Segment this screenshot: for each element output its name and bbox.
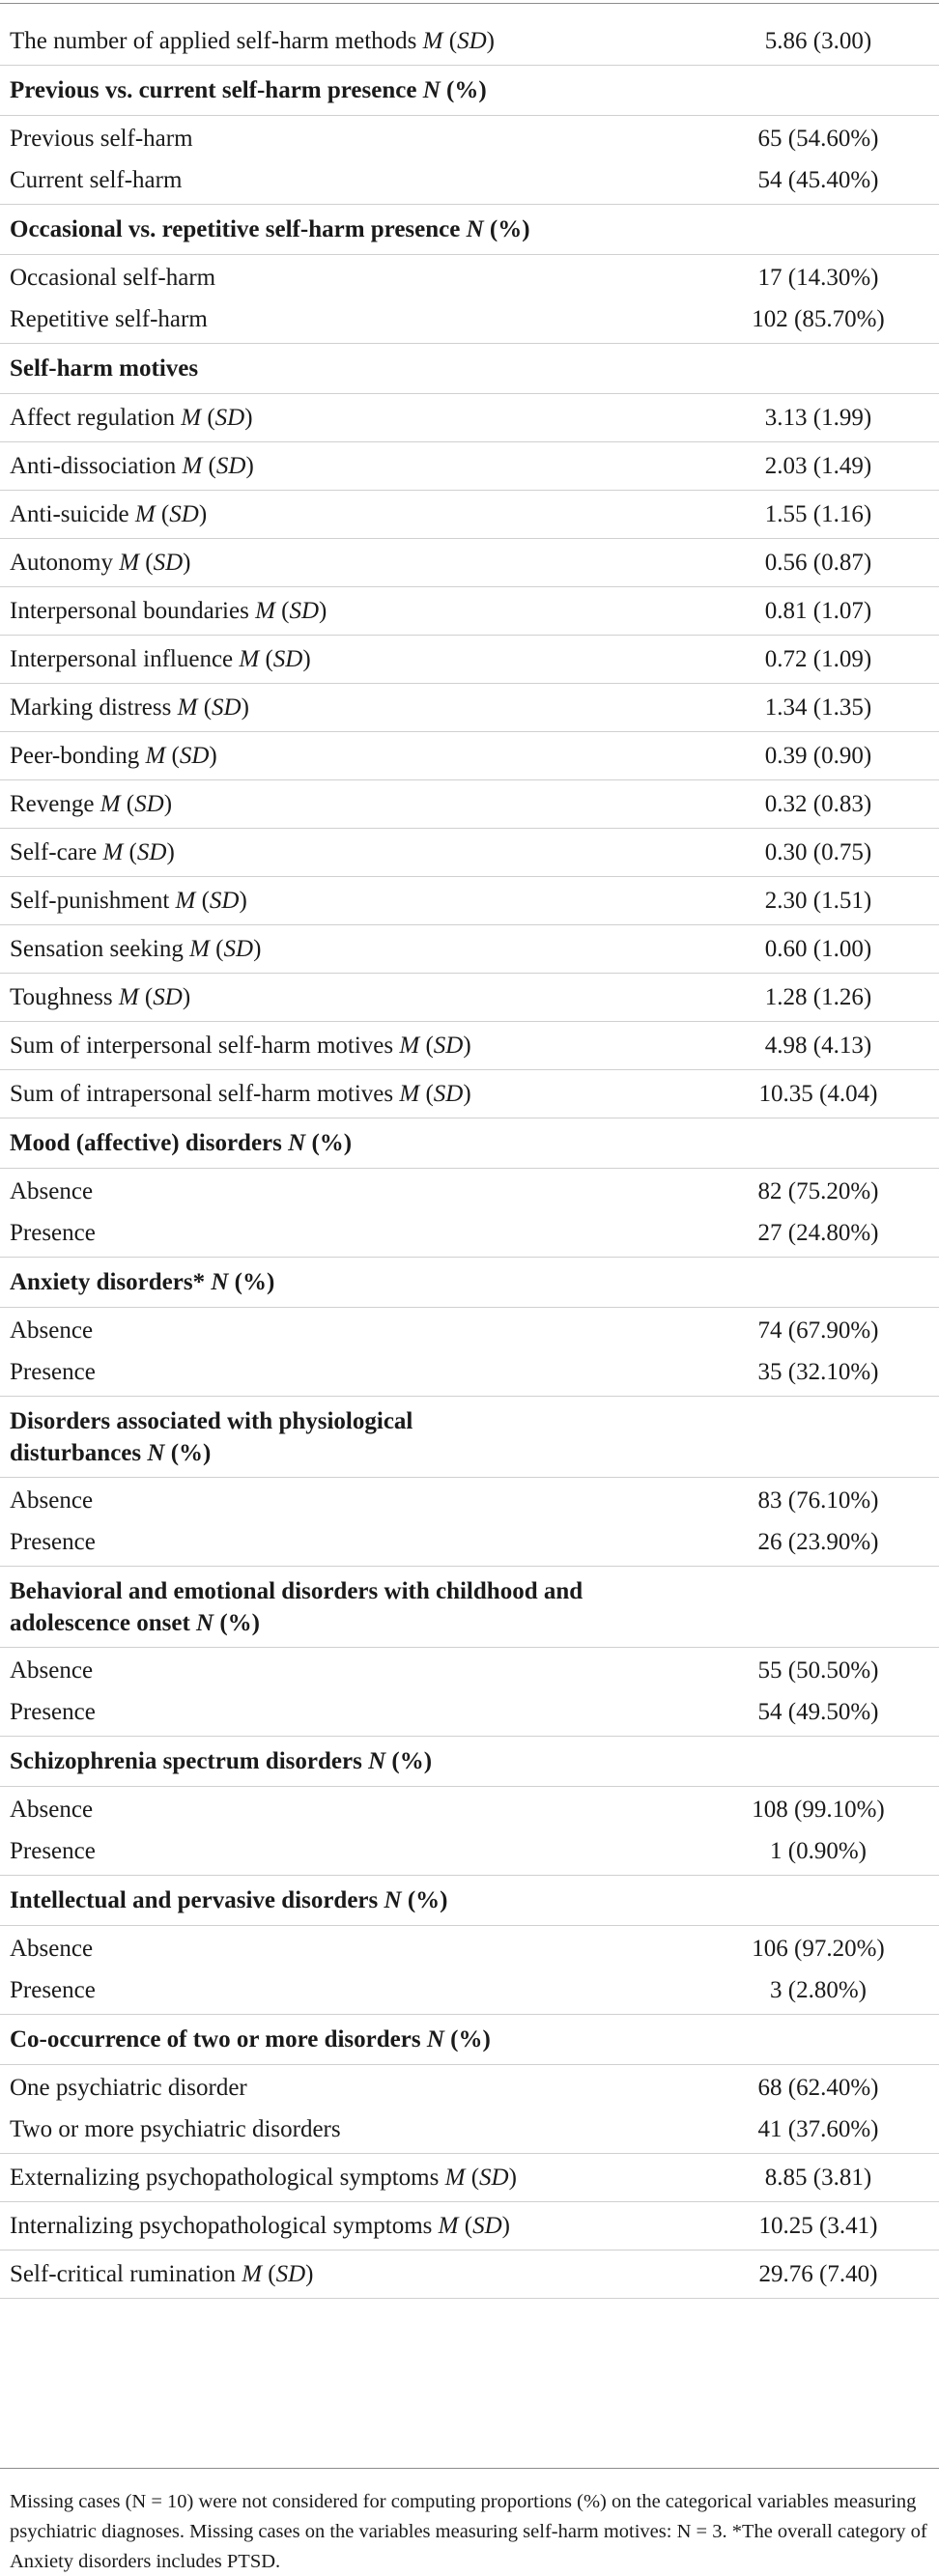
row-label-text: Externalizing psychopathological symptoms xyxy=(10,2164,440,2191)
row-label-text: Presence xyxy=(10,1358,96,1385)
table-row xyxy=(0,1348,939,1397)
row-label-text: Presence xyxy=(10,1837,96,1864)
row-label-text: Two or more psychiatric disorders xyxy=(10,2115,341,2142)
row-label xyxy=(10,1795,707,1825)
stat-paren-symbol: SD xyxy=(153,983,183,1010)
table-row xyxy=(0,116,939,156)
row-label-text-continued: disturbances xyxy=(10,1439,142,1466)
row-label: Mood (affective) disorders N (%) xyxy=(10,1129,353,1156)
row-value: 1.34 (1.35) xyxy=(764,694,872,721)
stat-paren-symbol: SD xyxy=(136,838,167,865)
stat-paren-symbol: SD xyxy=(209,887,240,914)
row-value: 4.98 (4.13) xyxy=(764,1032,872,1059)
row-label: The number of applied self-harm methods M (SD) xyxy=(10,27,495,54)
stat-symbol: M xyxy=(189,935,210,962)
stat-paren-symbol: SD xyxy=(179,742,210,769)
stat-symbol: N xyxy=(288,1129,306,1156)
stat-paren-symbol: SD xyxy=(479,2164,509,2191)
stat-symbol: M xyxy=(255,597,275,624)
row-label-text: Sensation seeking xyxy=(10,935,184,962)
row-label xyxy=(10,1836,707,1866)
row-value: 10.35 (4.04) xyxy=(758,1080,878,1107)
stat-paren-symbol: SD xyxy=(457,27,487,54)
stat-paren-symbol: SD xyxy=(169,500,199,527)
table-row xyxy=(0,442,939,491)
stat-paren-symbol: SD xyxy=(272,645,303,672)
row-label xyxy=(10,165,707,195)
row-value: 54 (49.50%) xyxy=(757,1698,879,1725)
stat-symbol: N xyxy=(147,1439,165,1466)
section-header xyxy=(0,2015,939,2065)
row-label: Peer-bonding M (SD) xyxy=(10,742,217,769)
row-value: 0.56 (0.87) xyxy=(764,549,872,576)
row-label: Previous vs. current self-harm presence N (%) xyxy=(10,76,487,103)
row-value: 82 (75.20%) xyxy=(757,1178,879,1205)
stat-symbol: M xyxy=(182,452,203,479)
table-row xyxy=(0,1209,939,1258)
row-value: 0.39 (0.90) xyxy=(764,742,872,769)
table-row xyxy=(0,156,939,205)
table-row xyxy=(0,2202,939,2250)
row-label-text: Absence xyxy=(10,1936,94,1963)
table-row xyxy=(0,587,939,636)
row-value: 102 (85.70%) xyxy=(752,305,885,332)
section-header xyxy=(0,1258,939,1308)
row-value: 83 (76.10%) xyxy=(757,1487,879,1514)
row-label xyxy=(10,1934,707,1964)
stat-symbol: M xyxy=(399,1080,420,1107)
row-label-text: Internalizing psychopathological symptoms xyxy=(10,2212,433,2239)
row-value: 2.03 (1.49) xyxy=(764,452,872,479)
table-row xyxy=(0,1518,939,1567)
row-value: 17 (14.30%) xyxy=(757,265,879,292)
table-row xyxy=(0,2154,939,2202)
row-value: 108 (99.10%) xyxy=(752,1797,885,1824)
table-row xyxy=(0,17,939,66)
table-row xyxy=(0,1688,939,1737)
table-row xyxy=(0,491,939,539)
stat-paren-symbol: % xyxy=(399,1747,424,1774)
table-row xyxy=(0,1022,939,1070)
table-row xyxy=(0,974,939,1022)
row-label xyxy=(10,304,707,334)
section-header xyxy=(0,1876,939,1926)
table-row xyxy=(0,1478,939,1518)
row-value: 10.25 (3.41) xyxy=(758,2212,878,2239)
table-row xyxy=(0,1308,939,1348)
stat-paren-symbol: SD xyxy=(215,452,246,479)
stat-paren-symbol: % xyxy=(242,1268,267,1295)
row-label xyxy=(10,2073,707,2103)
row-label-text: Anxiety disorders* xyxy=(10,1268,206,1295)
row-label-text: One psychiatric disorder xyxy=(10,2075,247,2102)
stat-paren-symbol: SD xyxy=(289,597,320,624)
row-value: 5.86 (3.00) xyxy=(764,27,872,54)
row-label: Toughness M (SD) xyxy=(10,983,191,1010)
table-row xyxy=(0,255,939,296)
stat-paren-symbol: % xyxy=(415,1886,441,1913)
row-label-text: Self-care xyxy=(10,838,98,865)
row-label: Behavioral and emotional disorders with childhood and adolescence onset N (%) xyxy=(10,1577,583,1636)
stat-paren-symbol: % xyxy=(179,1439,204,1466)
row-label-text: Absence xyxy=(10,1487,94,1514)
stat-symbol: N xyxy=(368,1747,386,1774)
row-label: Sum of intrapersonal self-harm motives M (SD) xyxy=(10,1080,471,1107)
row-label: Disorders associated with physiological disturbances N (%) xyxy=(10,1407,413,1466)
footer-rule xyxy=(0,2468,939,2469)
row-label-text: Current self-harm xyxy=(10,166,183,193)
row-value: 68 (62.40%) xyxy=(757,2075,879,2102)
table-row xyxy=(0,636,939,684)
table-row xyxy=(0,732,939,780)
row-label-text: Toughness xyxy=(10,983,113,1010)
row-label-text: Intellectual and pervasive disorders xyxy=(10,1886,379,1913)
row-label: Internalizing psychopathological symptoms M (SD) xyxy=(10,2212,510,2239)
table-body xyxy=(0,17,939,2299)
stat-symbol: M xyxy=(102,838,124,865)
table-row xyxy=(0,829,939,877)
row-label: Externalizing psychopathological symptoms M (SD) xyxy=(10,2164,517,2191)
row-label: Co-occurrence of two or more disorders N (%) xyxy=(10,2025,491,2052)
row-label xyxy=(10,263,707,293)
row-label xyxy=(10,124,707,154)
stat-symbol: M xyxy=(145,742,166,769)
section-header xyxy=(0,205,939,255)
row-label-text: Absence xyxy=(10,1657,94,1684)
row-label-text: Previous vs. current self-harm presence xyxy=(10,76,417,103)
row-label xyxy=(10,1486,707,1515)
row-label-text: Anti-dissociation xyxy=(10,452,177,479)
stat-paren-symbol: % xyxy=(458,2025,483,2052)
row-label-text: Sum of interpersonal self-harm motives xyxy=(10,1032,394,1059)
table-row xyxy=(0,1648,939,1688)
stat-symbol: N xyxy=(426,2025,444,2052)
stat-symbol: N xyxy=(196,1609,214,1636)
row-value: 26 (23.90%) xyxy=(757,1528,879,1555)
table-row xyxy=(0,1926,939,1967)
row-value: 65 (54.60%) xyxy=(757,126,879,153)
row-label xyxy=(10,1176,707,1206)
stat-paren-symbol: SD xyxy=(275,2260,306,2287)
section-header xyxy=(0,1737,939,1787)
row-label-text: Co-occurrence of two or more disorders xyxy=(10,2025,421,2052)
row-label: Schizophrenia spectrum disorders N (%) xyxy=(10,1747,433,1774)
row-label: Affect regulation M (SD) xyxy=(10,404,253,431)
stat-symbol: M xyxy=(422,27,443,54)
row-label: Marking distress M (SD) xyxy=(10,694,249,721)
row-value: 0.72 (1.09) xyxy=(764,645,872,672)
row-label-text: Absence xyxy=(10,1178,94,1205)
table-row xyxy=(0,780,939,829)
row-value: 2.30 (1.51) xyxy=(764,887,872,914)
row-value: 106 (97.20%) xyxy=(752,1936,885,1963)
row-label-text: Interpersonal influence xyxy=(10,645,234,672)
row-label-text: Peer-bonding xyxy=(10,742,140,769)
stat-paren-symbol: % xyxy=(454,76,479,103)
row-value: 8.85 (3.81) xyxy=(764,2164,872,2191)
stat-paren-symbol: SD xyxy=(153,549,184,576)
row-label-text: Self-harm motives xyxy=(10,354,199,382)
row-label-text: Schizophrenia spectrum disorders xyxy=(10,1747,362,1774)
row-label-text: Absence xyxy=(10,1797,94,1824)
table-row xyxy=(0,1827,939,1876)
row-label: Sum of interpersonal self-harm motives M (SD) xyxy=(10,1032,471,1059)
row-value: 54 (45.40%) xyxy=(757,166,879,193)
stat-symbol: M xyxy=(118,983,139,1010)
row-value: 1.55 (1.16) xyxy=(764,500,872,527)
row-label-text: Absence xyxy=(10,1317,94,1345)
stat-paren-symbol: SD xyxy=(433,1080,464,1107)
top-rule xyxy=(0,3,939,4)
stat-symbol: M xyxy=(134,500,156,527)
stat-paren-symbol: SD xyxy=(223,935,254,962)
row-value: 1 (0.90%) xyxy=(770,1837,867,1864)
stat-symbol: N xyxy=(384,1886,402,1913)
stat-paren-symbol: SD xyxy=(214,404,245,431)
table-row xyxy=(0,296,939,344)
table-row xyxy=(0,1169,939,1209)
row-label-text: Presence xyxy=(10,1976,96,2003)
table-row xyxy=(0,1070,939,1118)
row-label: Interpersonal influence M (SD) xyxy=(10,645,311,672)
row-label-text: Presence xyxy=(10,1698,96,1725)
row-label: Anxiety disorders* N (%) xyxy=(10,1268,275,1295)
row-value: 0.32 (0.83) xyxy=(764,790,872,817)
row-value: 55 (50.50%) xyxy=(757,1657,879,1684)
stat-symbol: M xyxy=(242,2260,263,2287)
table-row xyxy=(0,539,939,587)
row-label-text: Mood (affective) disorders xyxy=(10,1129,282,1156)
row-label-text: Behavioral and emotional disorders with childhood and xyxy=(10,1577,583,1604)
row-label-text: Sum of intrapersonal self-harm motives xyxy=(10,1080,394,1107)
table-footnote: Missing cases (N = 10) were not considered for computing proportions (%) on the categorical variables measuring psychiatric diagnoses. Missing cases on the variables measuring self-harm motives: N = 3. *The overall category of Anxiety disorders includes PTSD. xyxy=(10,2491,927,2572)
stat-symbol: M xyxy=(239,645,260,672)
row-label: Occasional vs. repetitive self-harm presence N (%) xyxy=(10,215,530,242)
table-row xyxy=(0,1967,939,2015)
row-label xyxy=(10,1656,707,1685)
row-label xyxy=(10,354,707,383)
stat-paren-symbol: SD xyxy=(433,1032,464,1059)
row-value: 35 (32.10%) xyxy=(757,1358,879,1385)
row-label xyxy=(10,2114,707,2144)
row-label xyxy=(10,1316,707,1345)
row-label-text: The number of applied self-harm methods xyxy=(10,27,417,54)
row-label-text: Interpersonal boundaries xyxy=(10,597,249,624)
stat-paren-symbol: % xyxy=(319,1129,344,1156)
row-label-text: Affect regulation xyxy=(10,404,175,431)
table-row xyxy=(0,2065,939,2106)
stat-symbol: M xyxy=(119,549,140,576)
row-label-text: Disorders associated with physiological xyxy=(10,1407,413,1434)
row-label: Sensation seeking M (SD) xyxy=(10,935,262,962)
row-label: Self-critical rumination M (SD) xyxy=(10,2260,314,2287)
stat-paren-symbol: SD xyxy=(472,2212,502,2239)
row-label-text: Self-critical rumination xyxy=(10,2260,236,2287)
stat-symbol: M xyxy=(181,404,202,431)
table-row xyxy=(0,877,939,925)
stat-symbol: M xyxy=(399,1032,420,1059)
stat-symbol: N xyxy=(211,1268,229,1295)
section-header xyxy=(0,1567,939,1648)
row-value: 0.60 (1.00) xyxy=(764,935,872,962)
section-header xyxy=(0,66,939,116)
stat-symbol: M xyxy=(100,790,121,817)
row-label xyxy=(10,1357,707,1387)
table-row xyxy=(0,1787,939,1827)
row-value: 0.30 (0.75) xyxy=(764,838,872,865)
row-label: Anti-dissociation M (SD) xyxy=(10,452,254,479)
row-label-text: Repetitive self-harm xyxy=(10,305,208,332)
row-label: Autonomy M (SD) xyxy=(10,549,191,576)
stat-symbol: N xyxy=(466,215,484,242)
table-row xyxy=(0,925,939,974)
row-label-text: Occasional vs. repetitive self-harm presence xyxy=(10,215,461,242)
section-header xyxy=(0,1397,939,1478)
row-label-text: Presence xyxy=(10,1219,96,1246)
row-label: Self-care M (SD) xyxy=(10,838,175,865)
row-value: 3.13 (1.99) xyxy=(764,404,872,431)
table-row xyxy=(0,684,939,732)
row-label xyxy=(10,1218,707,1248)
row-label-text: Marking distress xyxy=(10,694,172,721)
stat-paren-symbol: % xyxy=(498,215,523,242)
row-label xyxy=(10,1527,707,1557)
row-value: 29.76 (7.40) xyxy=(758,2260,878,2287)
row-label-text: Previous self-harm xyxy=(10,126,193,153)
table-row xyxy=(0,2106,939,2154)
row-label xyxy=(10,1697,707,1727)
row-label xyxy=(10,1975,707,2005)
table-row xyxy=(0,394,939,442)
row-label-text: Revenge xyxy=(10,790,95,817)
section-header xyxy=(0,1118,939,1169)
stat-paren-symbol: % xyxy=(227,1609,252,1636)
section-header xyxy=(0,344,939,394)
stat-symbol: M xyxy=(438,2212,459,2239)
row-label-text: Autonomy xyxy=(10,549,113,576)
row-label: Self-punishment M (SD) xyxy=(10,887,247,914)
row-value: 41 (37.60%) xyxy=(757,2115,879,2142)
stat-paren-symbol: SD xyxy=(134,790,164,817)
table-row xyxy=(0,2250,939,2299)
stat-paren-symbol: SD xyxy=(212,694,242,721)
row-label-text: Self-punishment xyxy=(10,887,170,914)
row-label-text: Presence xyxy=(10,1528,96,1555)
row-value: 0.81 (1.07) xyxy=(764,597,872,624)
stat-symbol: M xyxy=(177,694,198,721)
row-label-text-continued: adolescence onset xyxy=(10,1609,190,1636)
row-label-text: Anti-suicide xyxy=(10,500,129,527)
row-value: 74 (67.90%) xyxy=(757,1317,879,1345)
stat-symbol: N xyxy=(422,76,441,103)
row-label: Anti-suicide M (SD) xyxy=(10,500,208,527)
row-value: 3 (2.80%) xyxy=(770,1976,867,2003)
row-label: Intellectual and pervasive disorders N (%) xyxy=(10,1886,448,1913)
row-label: Interpersonal boundaries M (SD) xyxy=(10,597,327,624)
row-label-text: Occasional self-harm xyxy=(10,265,216,292)
row-value: 27 (24.80%) xyxy=(757,1219,879,1246)
row-value: 1.28 (1.26) xyxy=(764,983,872,1010)
stat-symbol: M xyxy=(444,2164,466,2191)
row-label: Revenge M (SD) xyxy=(10,790,173,817)
stat-symbol: M xyxy=(175,887,196,914)
